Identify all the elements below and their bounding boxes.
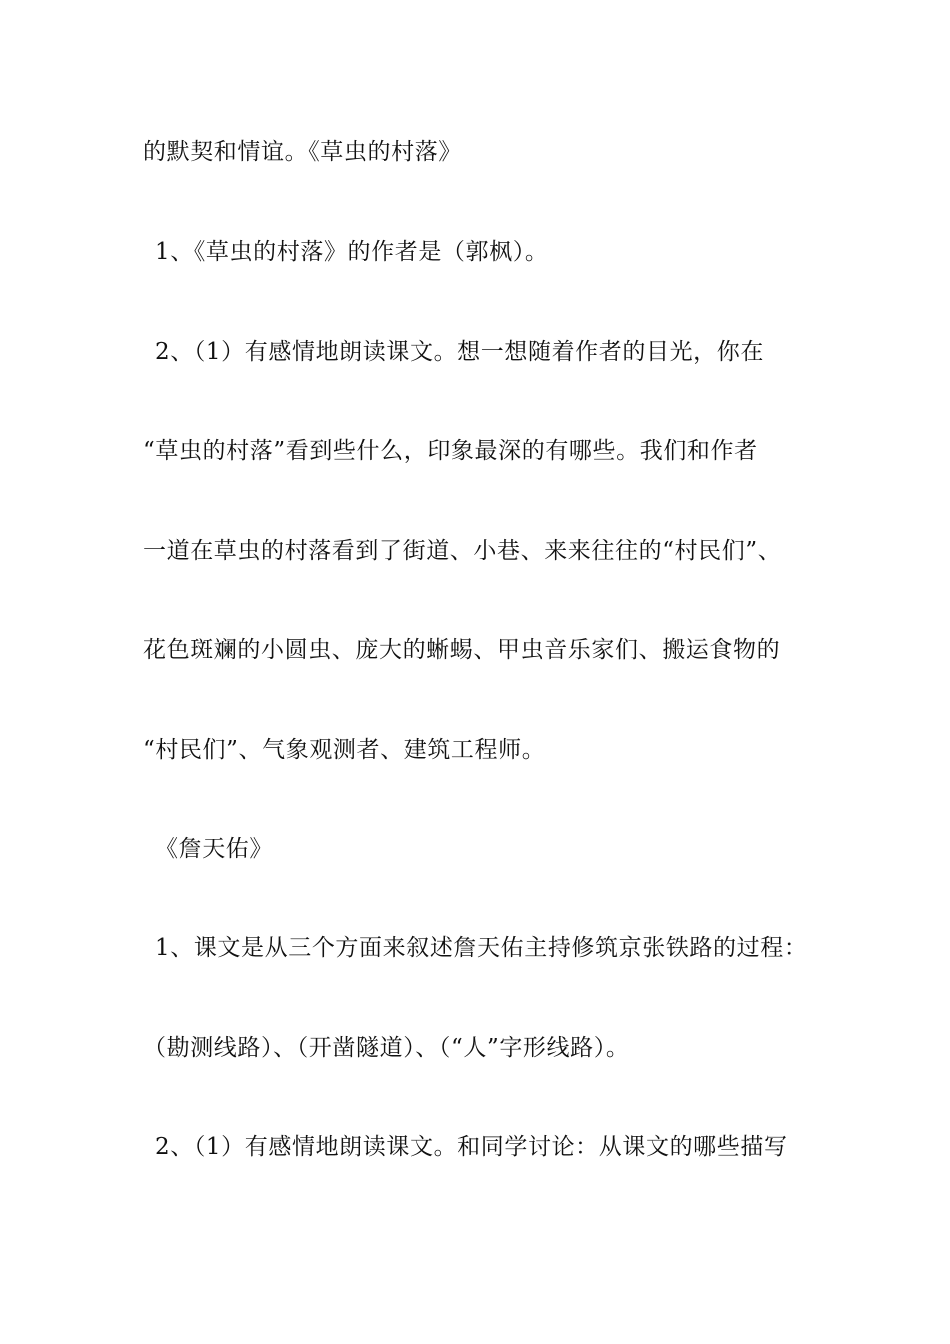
text-line: （勘测线路）、（开凿隧道）、（“人”字形线路）。 — [143, 1035, 630, 1061]
section-title: 《詹天佑》 — [155, 836, 273, 862]
text-line: 的默契和情谊。《草虫的村落》 — [143, 139, 462, 165]
text-line: 2、（1）有感情地朗读课文。想一想随着作者的目光，你在 — [155, 339, 764, 365]
text-line: 花色斑斓的小圆虫、庞大的蜥蜴、甲虫音乐家们、搬运食物的 — [143, 637, 781, 663]
text-line: 1、课文是从三个方面来叙述詹天佑主持修筑京张铁路的过程： — [155, 935, 808, 961]
text-line: “草虫的村落”看到些什么，印象最深的有哪些。我们和作者 — [143, 438, 758, 464]
text-line: 1、《草虫的村落》的作者是（郭枫）。 — [155, 239, 549, 265]
text-line: 一道在草虫的村落看到了街道、小巷、来来往往的“村民们”、 — [143, 538, 782, 564]
text-line: 2、（1）有感情地朗读课文。和同学讨论：从课文的哪些描写 — [155, 1134, 788, 1160]
text-line: “村民们”、气象观测者、建筑工程师。 — [143, 737, 546, 763]
